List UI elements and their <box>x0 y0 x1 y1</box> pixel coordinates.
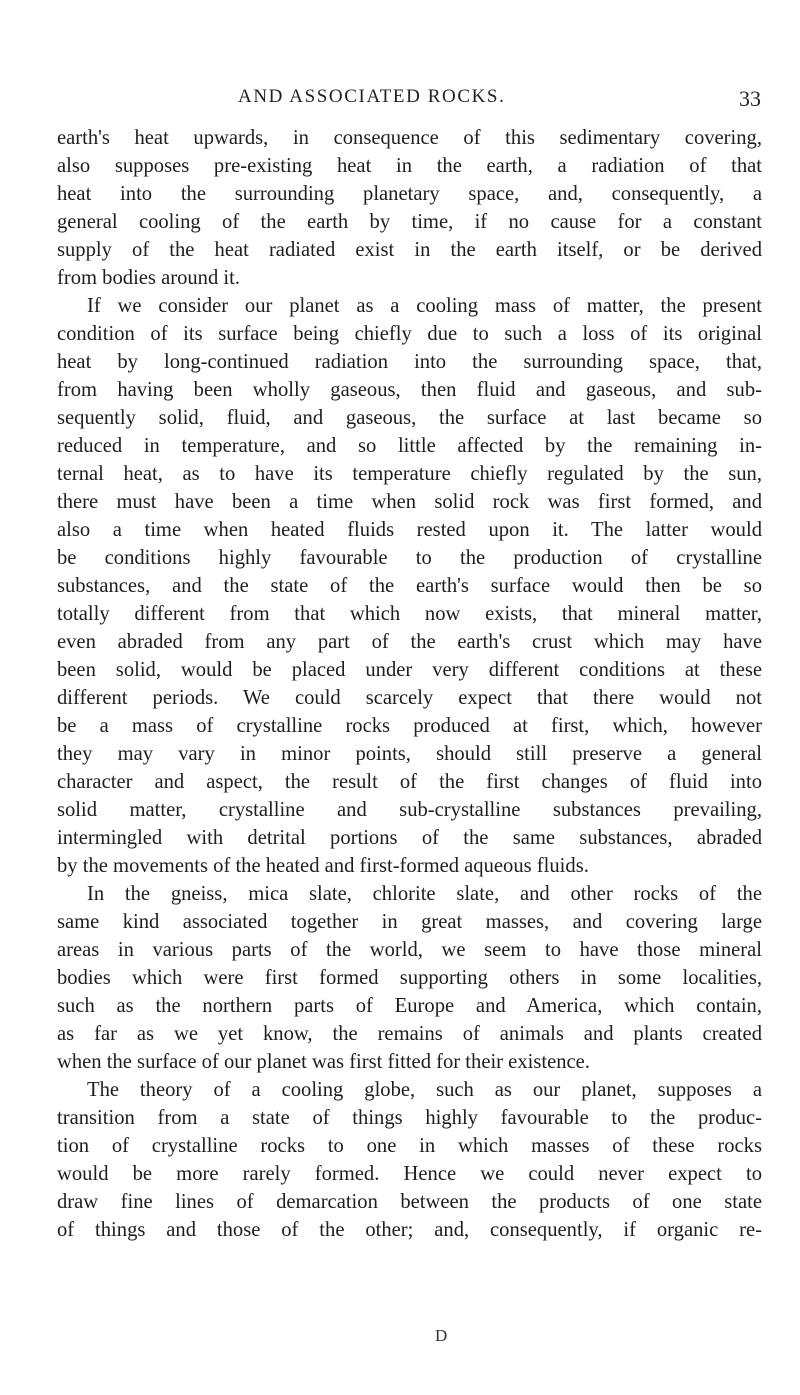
text-line: they may vary in minor points, should still preserve a general <box>57 743 762 765</box>
text-line: character and aspect, the result of the first changes of fluid into <box>57 771 762 793</box>
body-text <box>57 124 762 1244</box>
text-line: different periods. We could scarcely expect that there would not <box>57 687 762 709</box>
text-line: transition from a state of things highly favourable to the produc- <box>57 1107 762 1129</box>
text-line: also supposes pre-existing heat in the earth, a radiation of that <box>57 155 762 177</box>
text-line: of things and those of the other; and, consequently, if organic re- <box>57 1219 762 1241</box>
text-line: reduced in temperature, and so little affected by the remaining in- <box>57 435 762 457</box>
text-line: totally different from that which now exists, that mineral matter, <box>57 603 762 625</box>
text-line: solid matter, crystalline and sub-crystalline substances prevailing, <box>57 799 762 821</box>
text-line: also a time when heated fluids rested upon it. The latter would <box>57 519 762 541</box>
text-line: earth's heat upwards, in consequence of this sedimentary covering, <box>57 127 762 149</box>
running-title: AND ASSOCIATED ROCKS. <box>238 86 506 107</box>
text-line: sequently solid, fluid, and gaseous, the surface at last became so <box>57 407 762 429</box>
text-line: be a mass of crystalline rocks produced at first, which, however <box>57 715 762 737</box>
text-line: there must have been a time when solid rock was first formed, and <box>57 491 762 513</box>
text-line: as far as we yet know, the remains of animals and plants created <box>57 1023 762 1045</box>
text-line: areas in various parts of the world, we seem to have those mineral <box>57 939 762 961</box>
paragraph-start-line: The theory of a cooling globe, such as our planet, supposes a <box>87 1079 762 1101</box>
text-line: even abraded from any part of the earth's crust which may have <box>57 631 762 653</box>
text-line: supply of the heat radiated exist in the earth itself, or be derived <box>57 239 762 261</box>
text-line: from having been wholly gaseous, then fluid and gaseous, and sub- <box>57 379 762 401</box>
text-line: draw fine lines of demarcation between the products of one state <box>57 1191 762 1213</box>
text-line: when the surface of our planet was first fitted for their existence. <box>57 1051 590 1073</box>
signature-mark: D <box>435 1326 448 1345</box>
running-head <box>0 86 800 116</box>
text-line: intermingled with detrital portions of the same substances, abraded <box>57 827 762 849</box>
paragraph-start-line: If we consider our planet as a cooling mass of matter, the present <box>87 295 762 317</box>
text-line: from bodies around it. <box>57 267 241 289</box>
text-line: such as the northern parts of Europe and America, which contain, <box>57 995 762 1017</box>
text-line: would be more rarely formed. Hence we could never expect to <box>57 1163 762 1185</box>
text-line: by the movements of the heated and first-formed aqueous fluids. <box>57 855 589 877</box>
text-line: bodies which were first formed supporting others in some localities, <box>57 967 762 989</box>
text-line: be conditions highly favourable to the production of crystalline <box>57 547 762 569</box>
text-line: condition of its surface being chiefly due to such a loss of its original <box>57 323 762 345</box>
paragraph-start-line: In the gneiss, mica slate, chlorite slate, and other rocks of the <box>87 883 762 905</box>
text-line: heat by long-continued radiation into the surrounding space, that, <box>57 351 762 373</box>
text-line: tion of crystalline rocks to one in which masses of these rocks <box>57 1135 762 1157</box>
page-number: 33 <box>739 86 761 111</box>
text-line: ternal heat, as to have its temperature chiefly regulated by the sun, <box>57 463 762 485</box>
text-line: general cooling of the earth by time, if no cause for a constant <box>57 211 762 233</box>
text-line: heat into the surrounding planetary space, and, consequently, a <box>57 183 762 205</box>
text-line: been solid, would be placed under very different conditions at these <box>57 659 762 681</box>
text-line: same kind associated together in great masses, and covering large <box>57 911 762 933</box>
text-line: substances, and the state of the earth's surface would then be so <box>57 575 762 597</box>
